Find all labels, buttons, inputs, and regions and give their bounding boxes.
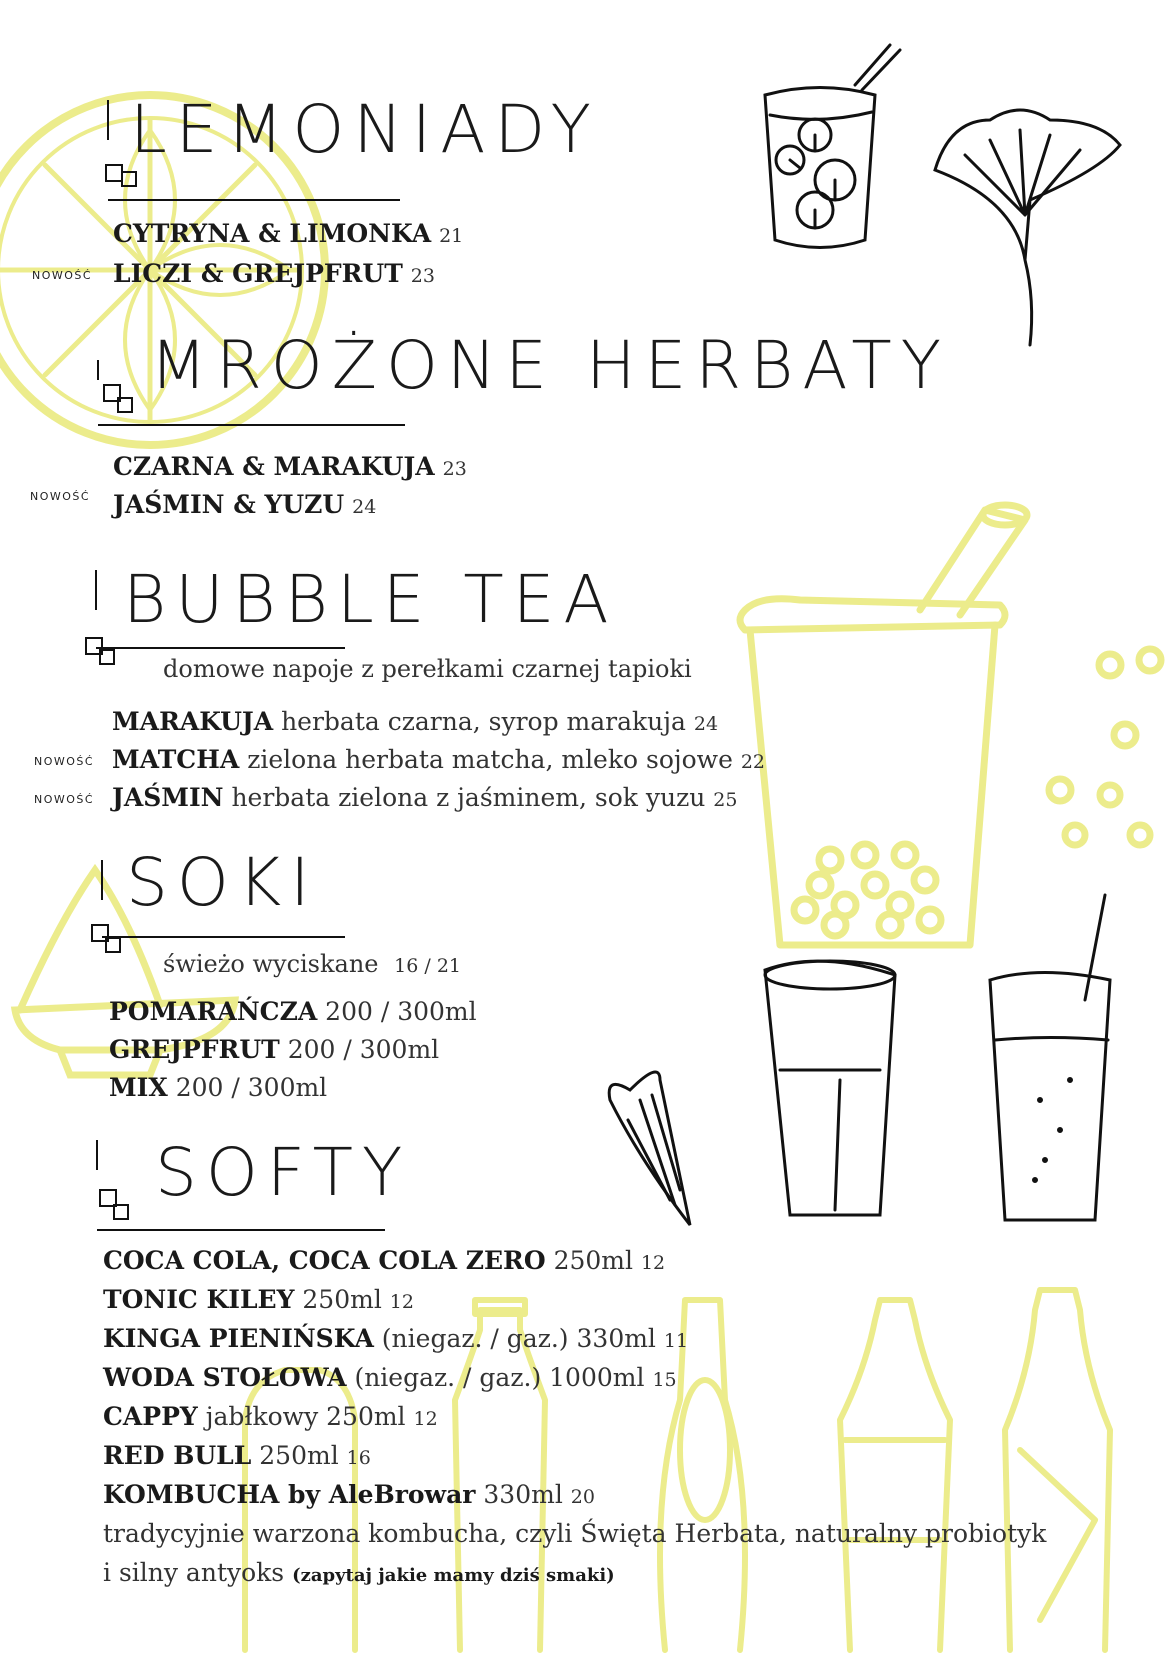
item-name: POMARAŃCZA	[109, 997, 318, 1026]
item-price: 25	[713, 789, 738, 811]
item-name: KINGA PIENIŃSKA	[103, 1324, 374, 1353]
item-detail: 250ml	[302, 1285, 382, 1314]
note-bold: (zapytaj jakie mamy dziś smaki)	[292, 1565, 615, 1586]
item-name: RED BULL	[103, 1441, 252, 1470]
item-detail: 250ml	[553, 1246, 633, 1275]
item-price: 21	[439, 225, 464, 247]
menu-item	[113, 452, 467, 484]
new-badge: NOWOŚĆ	[34, 755, 95, 768]
item-price: 12	[389, 1291, 414, 1313]
item-name: TONIC KILEY	[103, 1285, 295, 1314]
menu-item	[113, 219, 463, 251]
menu-item	[103, 1324, 688, 1356]
section-subtitle	[163, 950, 461, 978]
item-price: 11	[663, 1330, 689, 1352]
section-title-lemoniady: LEMONIADY	[130, 91, 600, 168]
section-title-softy: SOFTY	[155, 1134, 412, 1211]
lemonade-glass-illustration	[765, 45, 900, 248]
item-detail: 330ml	[483, 1480, 563, 1509]
item-name: KOMBUCHA by AleBrowar	[103, 1480, 476, 1509]
subtitle-text: świeżo wyciskane	[163, 950, 379, 978]
item-name: CAPPY	[103, 1402, 198, 1431]
menu-item	[113, 490, 376, 522]
kombucha-note: tradycyjnie warzona kombucha, czyli Święta Herbata, naturalny probiotyk	[103, 1519, 1047, 1548]
item-size: 200 / 300ml	[175, 1073, 328, 1102]
new-badge: NOWOŚĆ	[30, 490, 91, 503]
item-name: MATCHA	[112, 745, 240, 774]
menu-item	[103, 1441, 371, 1473]
item-name: JAŚMIN & YUZU	[113, 490, 345, 519]
menu-item	[103, 1246, 665, 1278]
menu-item	[109, 1073, 327, 1103]
menu-item	[103, 1480, 595, 1512]
menu-item	[112, 745, 765, 777]
menu-item	[109, 997, 477, 1027]
item-price: 16	[346, 1447, 371, 1469]
bubble-tea-cup-illustration	[740, 505, 1161, 945]
item-name: CYTRYNA & LIMONKA	[113, 219, 432, 248]
glass-with-straw-illustration	[765, 895, 1110, 1220]
menu-item	[109, 1035, 439, 1065]
item-price: 12	[640, 1252, 666, 1274]
item-name: COCA COLA, COCA COLA ZERO	[103, 1246, 546, 1275]
section-title-soki: SOKI	[126, 844, 319, 921]
item-price: 24	[352, 496, 377, 518]
item-price: 12	[413, 1408, 438, 1430]
item-name: LICZI & GREJPFRUT	[113, 259, 403, 288]
item-name: WODA STOŁOWA	[103, 1363, 347, 1392]
item-price: 24	[693, 713, 719, 735]
lemon-wedge-illustration	[609, 1072, 690, 1225]
kombucha-note-2	[103, 1558, 615, 1591]
item-detail: (niegaz. / gaz.) 330ml	[381, 1324, 656, 1353]
item-price: 22	[740, 751, 766, 773]
item-detail: (niegaz. / gaz.) 1000ml	[354, 1363, 645, 1392]
item-description: zielona herbata matcha, mleko sojowe	[247, 745, 733, 774]
menu-item	[103, 1363, 677, 1395]
ginkgo-leaf-illustration	[935, 110, 1120, 345]
item-name: GREJPFRUT	[109, 1035, 280, 1064]
menu-item	[103, 1402, 438, 1434]
menu-item	[112, 707, 718, 739]
item-size: 200 / 300ml	[287, 1035, 440, 1064]
section-title-bubble-tea: BUBBLE TEA	[123, 561, 618, 638]
item-name: CZARNA & MARAKUJA	[113, 452, 435, 481]
item-description: herbata czarna, syrop marakuja	[281, 707, 686, 736]
item-price: 23	[442, 458, 467, 480]
item-name: JAŚMIN	[112, 783, 224, 812]
item-name: MIX	[109, 1073, 168, 1102]
subtitle-price: 16 / 21	[394, 955, 461, 977]
menu-item	[112, 783, 737, 815]
new-badge: NOWOŚĆ	[34, 793, 95, 806]
item-detail: jabłkowy 250ml	[205, 1402, 406, 1431]
item-name: MARAKUJA	[112, 707, 274, 736]
item-description: herbata zielona z jaśminem, sok yuzu	[231, 783, 706, 812]
item-price: 15	[652, 1369, 677, 1391]
section-title-herbaty: MROŻONE HERBATY	[150, 327, 951, 404]
item-price: 23	[410, 265, 435, 287]
item-size: 200 / 300ml	[325, 997, 477, 1026]
menu-item	[103, 1285, 414, 1317]
item-detail: 250ml	[259, 1441, 339, 1470]
section-subtitle: domowe napoje z perełkami czarnej tapioki	[163, 655, 692, 683]
menu-item	[113, 259, 435, 291]
note-text: i silny antyoks	[103, 1558, 285, 1587]
new-badge: NOWOŚĆ	[32, 269, 93, 282]
item-price: 20	[570, 1486, 595, 1508]
